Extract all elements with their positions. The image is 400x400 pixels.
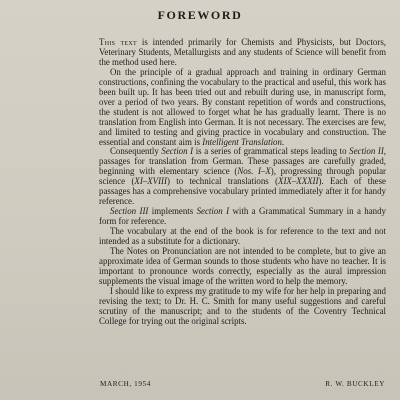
paragraph-6-text: The Notes on Pronunciation are not intended to be complete, but to give an approximate idea of German sounds to those students who have no teacher. It is important to pronounce words correctly, especially as the aural impression supplements the visual image of the written word to help the memory. — [99, 246, 386, 286]
paragraph-3-text-2: is a series of grammatical steps leading to — [193, 146, 350, 157]
foreword-date: MARCH, 1954 — [100, 380, 151, 388]
paragraph-3 — [99, 147, 386, 207]
page-title: FOREWORD — [157, 8, 243, 22]
emphasis-section-i-ref: Section I — [196, 206, 230, 217]
paragraph-5-text: The vocabulary at the end of the book is for reference to the text and not intended as a substitute for a dictionary. — [99, 226, 386, 247]
foreword-body — [99, 38, 386, 327]
emphasis-section-ii: Section II — [349, 146, 384, 157]
emphasis-intelligent-translation: Intelligent Translation — [202, 136, 282, 147]
paragraph-6 — [99, 247, 386, 287]
paragraph-4-text-2: with a Grammatical Summary in a handy form for reference. — [99, 206, 386, 227]
paragraph-3-text-4: ), progressing through popular science ( — [99, 166, 387, 187]
paragraph-4-text-1: implements — [148, 206, 197, 217]
paragraph-3-text-6: ). Each of these passages has a comprehensive vocabulary printed immediately after it for handy reference. — [99, 176, 386, 207]
emphasis-section-iii: Section III — [110, 206, 149, 217]
paragraph-2-end: . — [281, 136, 285, 147]
paragraph-2-text: On the principle of a gradual approach and training in ordinary German constructions, confining the vocabulary to the practical and useful, this work has been built up. It has been tried out and rebuilt during use, in manuscript form, over a period of two years. By constant repetition of words and constructions, the student is not allowed to forget what he has gradually learnt. There is no translation from English into German. It is not necessary. The exercises are few, and limited to testing and giving practice in vocabulary and construction. The essential and constant aim is — [99, 66, 386, 147]
paragraph-1-text: is intended primarily for Chemists and Physicists, but Doctors, Veterinary Students, Metallurgists and any students of Science will benefit from the method used here. — [99, 37, 386, 67]
lead-in-text: This text — [99, 37, 137, 47]
emphasis-technical-range: XIX–XXXII — [278, 176, 319, 187]
paragraph-7 — [99, 287, 386, 327]
paragraph-7-text: I should like to express my gratitude to my wife for her help in preparing and revising the text; to Dr. H. C. Smith for many useful suggestions and careful scrutiny of the manuscript; and to the students of the Coventry Technical College for trying out the original scripts. — [99, 285, 386, 326]
emphasis-nos-range: Nos. I–X — [237, 166, 271, 177]
emphasis-popular-range: XI–XVIII — [134, 176, 167, 187]
paragraph-3-text-5: ) to technical translations ( — [166, 176, 279, 187]
paragraph-3-text-3: , passages for translation from German. These passages are carefully graded, beginning with elementary science ( — [99, 146, 386, 177]
paragraph-4 — [99, 207, 386, 227]
paragraph-1 — [99, 38, 386, 68]
foreword-author: R. W. BUCKLEY — [325, 380, 385, 388]
paragraph-2 — [99, 68, 386, 148]
paragraph-3-text-1: Consequently — [110, 146, 162, 157]
emphasis-section-i: Section I — [161, 146, 194, 157]
paragraph-5 — [99, 227, 386, 247]
